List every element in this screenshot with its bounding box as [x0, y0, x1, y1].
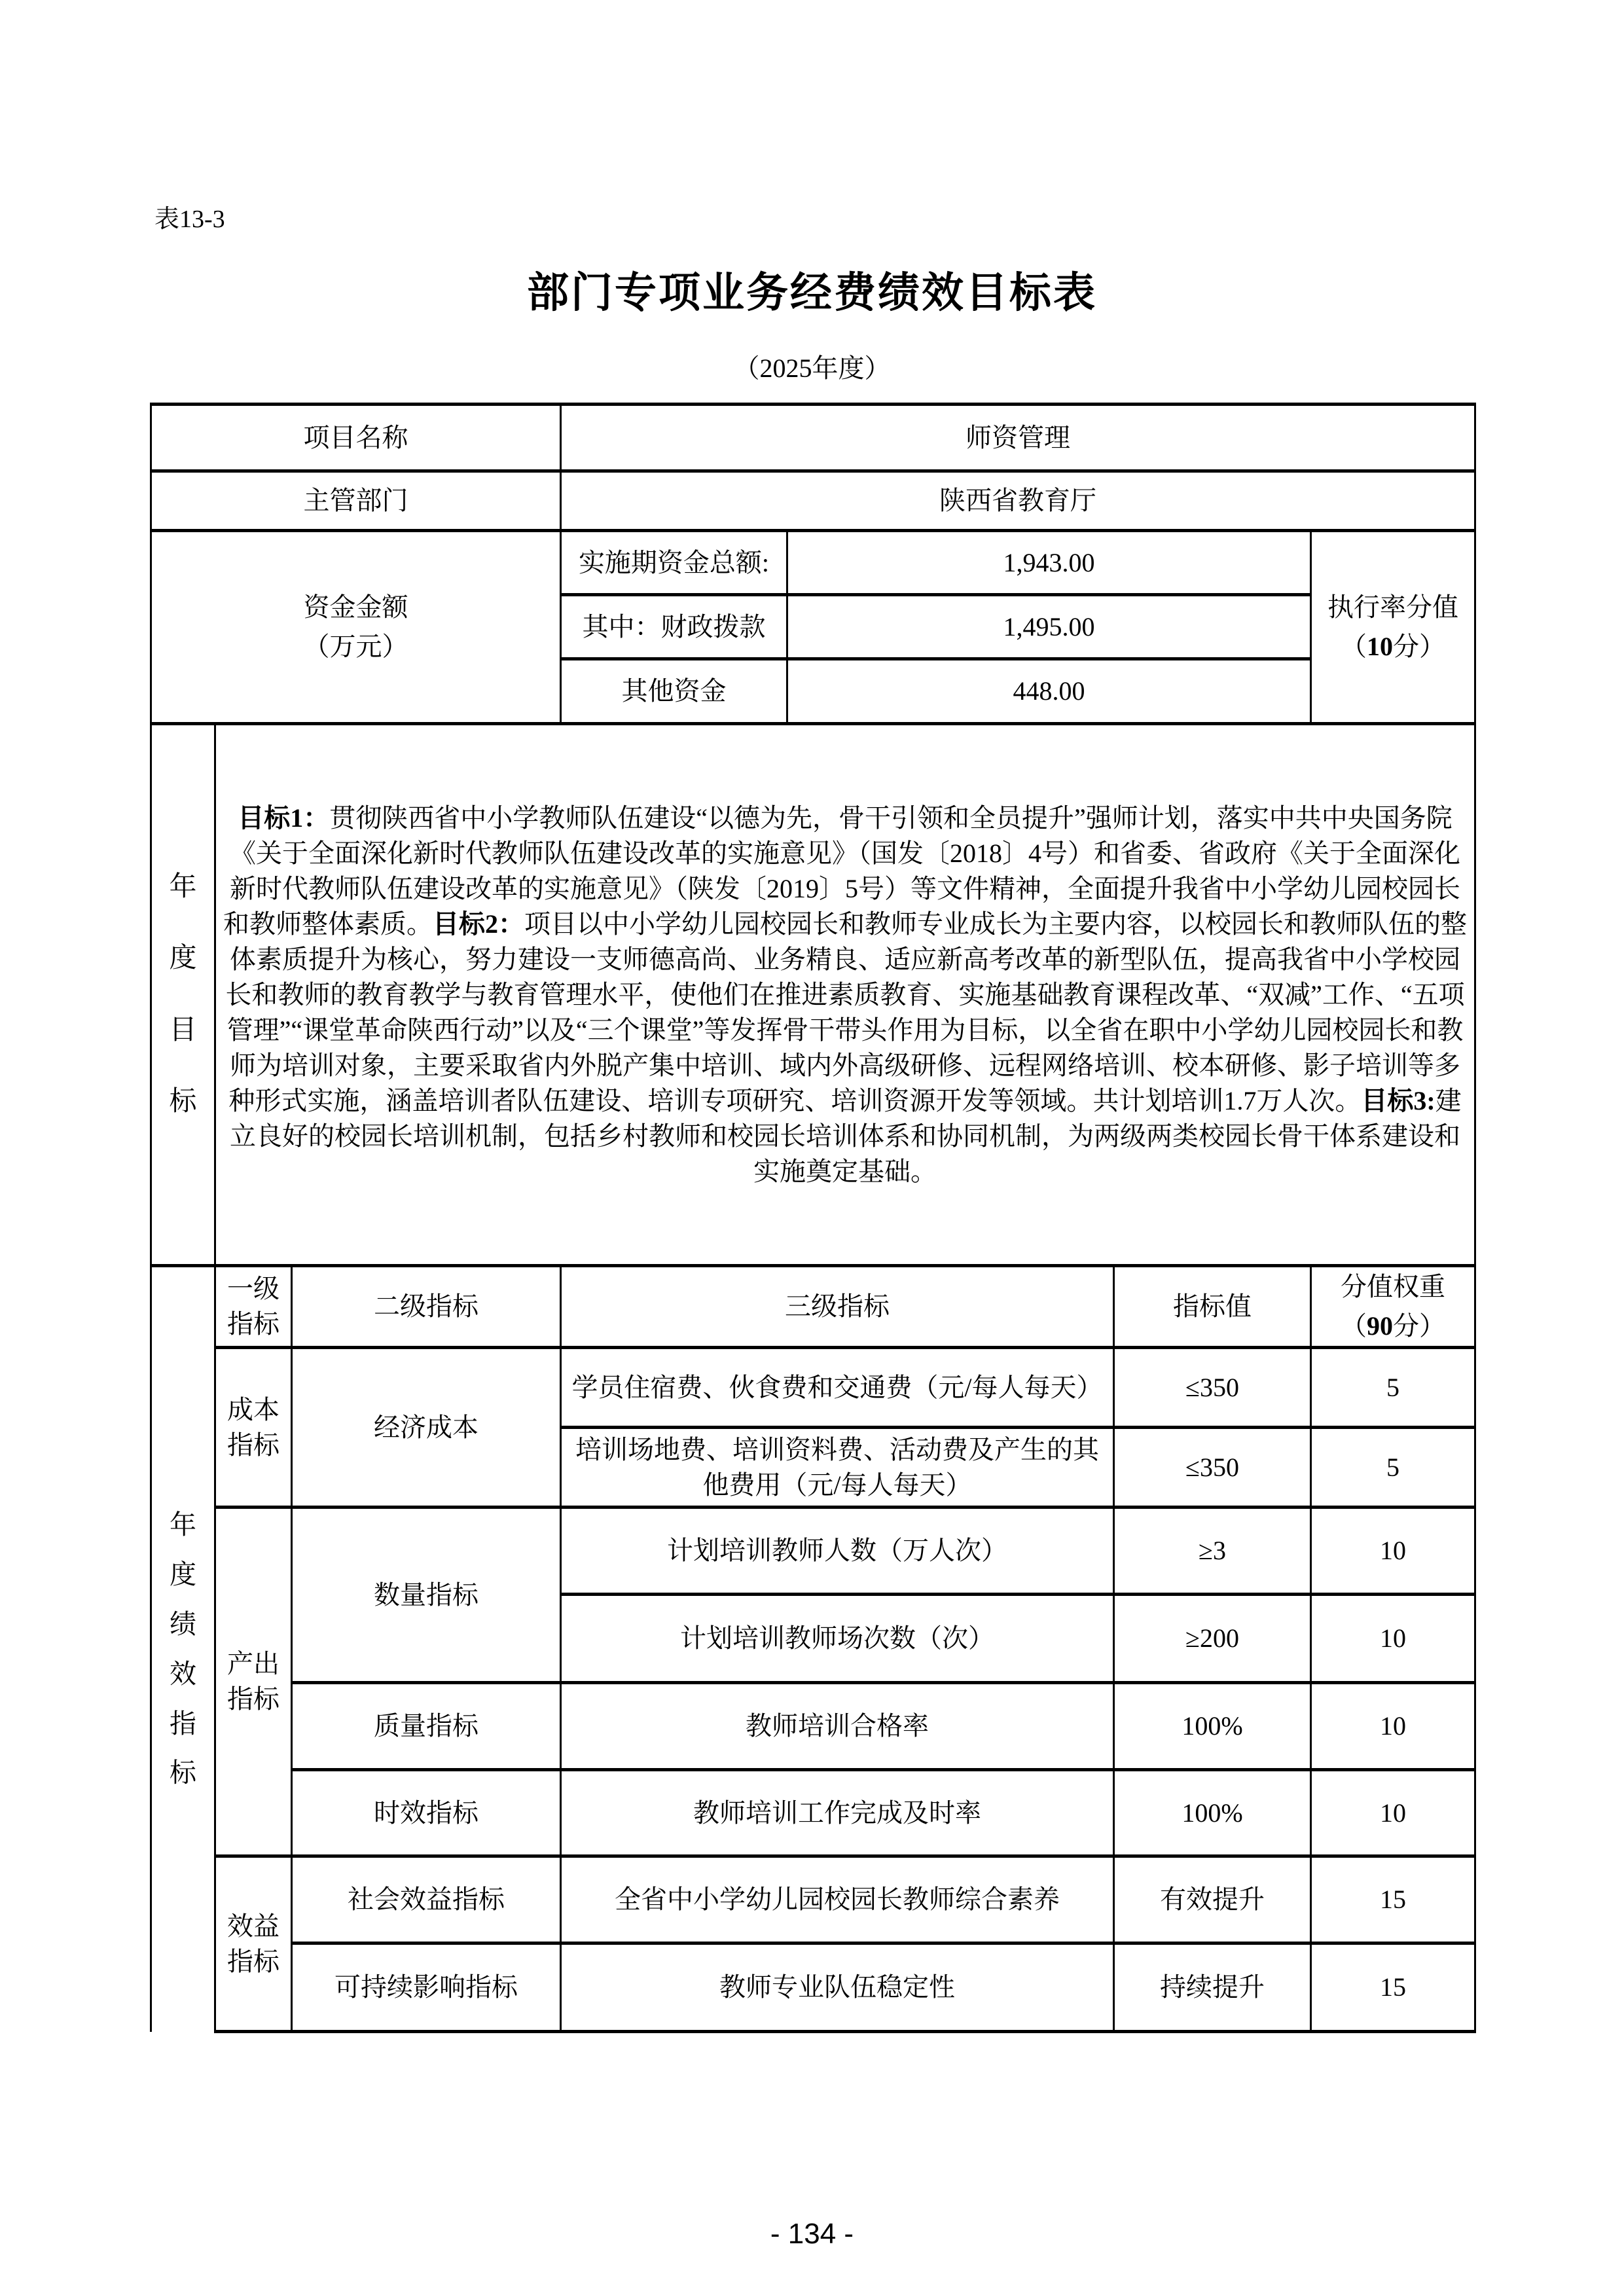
indicator-weight: 15	[1311, 1943, 1475, 2032]
level2-quality: 质量指标	[292, 1683, 561, 1770]
level2-social: 社会效益指标	[292, 1856, 561, 1943]
level2-timeliness: 时效指标	[292, 1770, 561, 1856]
indicator-value: 100%	[1114, 1770, 1311, 1856]
header-level1: 一级指标	[215, 1266, 292, 1348]
indicator-value: ≤350	[1114, 1348, 1311, 1428]
indicator-level3: 教师培训合格率	[561, 1683, 1114, 1770]
table-row	[151, 1683, 1475, 1770]
funding-total-label: 实施期资金总额:	[561, 531, 787, 595]
performance-outer-label: 年度绩效指标	[151, 1266, 215, 2032]
header-weight-line1: 分值权重	[1341, 1272, 1445, 1301]
level1-output: 产出指标	[215, 1508, 292, 1856]
level2-quantity: 数量指标	[292, 1508, 561, 1683]
funding-label	[151, 531, 561, 724]
level1-cost: 成本指标	[215, 1348, 292, 1508]
project-name-value: 师资管理	[561, 405, 1475, 471]
funding-label-line1: 资金金额	[303, 592, 408, 622]
indicator-level3: 计划培训教师场次数（次）	[561, 1595, 1114, 1683]
indicator-level3: 学员住宿费、伙食费和交通费（元/每人每天）	[561, 1348, 1114, 1428]
header-level2: 二级指标	[292, 1266, 561, 1348]
indicator-level3: 全省中小学幼儿园校园长教师综合素养	[561, 1856, 1114, 1943]
funding-other-label: 其他资金	[561, 659, 787, 724]
execution-rate-line1: 执行率分值	[1327, 592, 1458, 622]
indicator-value: 100%	[1114, 1683, 1311, 1770]
indicator-weight: 5	[1311, 1348, 1475, 1428]
header-weight	[1311, 1266, 1475, 1348]
funding-total-value: 1,943.00	[787, 531, 1311, 595]
header-weight-line2: （90分）	[1341, 1311, 1445, 1341]
table-row	[151, 1348, 1475, 1428]
indicator-value: ≥3	[1114, 1508, 1311, 1595]
doc-tag: 表13-3	[154, 206, 225, 233]
table-row	[151, 1508, 1475, 1595]
department-row	[151, 471, 1475, 531]
funding-label-line2: （万元）	[303, 632, 408, 661]
project-name-row	[151, 405, 1475, 471]
indicator-weight: 10	[1311, 1508, 1475, 1595]
execution-rate-cell	[1311, 531, 1475, 724]
annual-goal-text: 目标1：贯彻陕西省中小学教师队伍建设“以德为先，骨干引领和全员提升”强师计划，落实中共中央国务院《关于全面深化新时代教师队伍建设改革的实施意见》（国发〔2018〕4号）和省委、省政府《关于全面深化新时代教师队伍建设改革的实施意见》（陕发〔2019〕5号）等文件精神，全面提升我省中小学幼儿园校园长和教师整体素质。目标2：项目以中小学幼儿园校园长和教师专业成长为主要内容，以校园长和教师队伍的整体素质提升为核心，努力建设一支师德高尚、业务精良、适应新高考改革的新型队伍，提高我省中小学校园长和教师的教育教学与教育管理水平，使他们在推进素质教育、实施基础教育课程改革、“双减”工作、“五项管理”“课堂革命陕西行动”以及“三个课堂”等发挥骨干带头作用为目标，以全省在职中小学幼儿园校园长和教师为培训对象，主要采取省内外脱产集中培训、域内外高级研修、远程网络培训、校本研修、影子培训等多种形式实施，涵盖培训者队伍建设、培训专项研究、培训资源开发等领域。共计划培训1.7万人次。目标3:建立良好的校园长培训机制，包括乡村教师和校园长培训体系和协同机制，为两级两类校园长骨干体系建设和实施奠定基础。	[215, 724, 1475, 1266]
level2-sustainability: 可持续影响指标	[292, 1943, 561, 2032]
indicator-value: ≥200	[1114, 1595, 1311, 1683]
indicator-value: 持续提升	[1114, 1943, 1311, 2032]
table-row	[151, 1943, 1475, 2032]
indicator-weight: 10	[1311, 1770, 1475, 1856]
funding-fiscal-label: 其中：财政拨款	[561, 595, 787, 659]
department-label: 主管部门	[151, 471, 561, 531]
indicator-weight: 15	[1311, 1856, 1475, 1943]
table-row	[151, 1770, 1475, 1856]
project-name-label: 项目名称	[151, 405, 561, 471]
page-number: - 134 -	[770, 2218, 854, 2250]
page-title: 部门专项业务经费绩效目标表	[527, 269, 1097, 316]
annual-goal-label: 年度目标	[151, 724, 215, 1266]
funding-total-row	[151, 531, 1475, 595]
indicator-value: ≤350	[1114, 1428, 1311, 1508]
indicator-header-row	[151, 1266, 1475, 1348]
level2-economic: 经济成本	[292, 1348, 561, 1508]
indicator-value: 有效提升	[1114, 1856, 1311, 1943]
annual-goal-row	[151, 724, 1475, 1266]
indicator-level3: 计划培训教师人数（万人次）	[561, 1508, 1114, 1595]
indicator-level3: 教师培训工作完成及时率	[561, 1770, 1114, 1856]
funding-other-value: 448.00	[787, 659, 1311, 724]
header-level3: 三级指标	[561, 1266, 1114, 1348]
indicator-level3: 教师专业队伍稳定性	[561, 1943, 1114, 2032]
indicator-weight: 5	[1311, 1428, 1475, 1508]
table-row	[151, 1856, 1475, 1943]
indicator-weight: 10	[1311, 1683, 1475, 1770]
funding-fiscal-value: 1,495.00	[787, 595, 1311, 659]
performance-target-table	[150, 403, 1476, 2033]
execution-rate-line2: （10分）	[1341, 632, 1445, 661]
level1-benefit: 效益指标	[215, 1856, 292, 2032]
page-subtitle: （2025年度）	[733, 353, 891, 383]
indicator-level3: 培训场地费、培训资料费、活动费及产生的其他费用（元/每人每天）	[561, 1428, 1114, 1508]
department-value: 陕西省教育厅	[561, 471, 1475, 531]
indicator-weight: 10	[1311, 1595, 1475, 1683]
header-value: 指标值	[1114, 1266, 1311, 1348]
